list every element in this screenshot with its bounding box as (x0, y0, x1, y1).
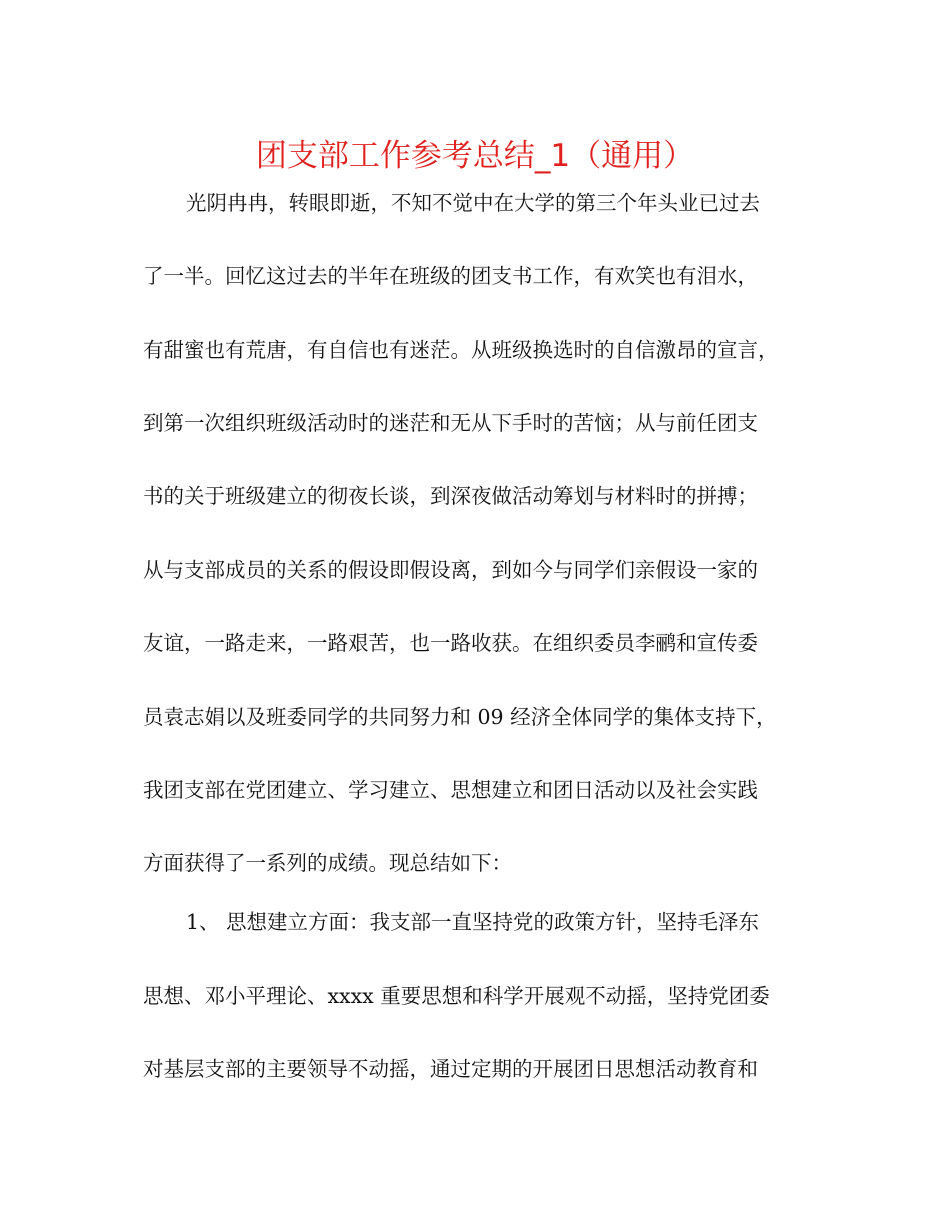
paragraph-line-9: 我团支部在党团建立、学习建立、思想建立和团日活动以及社会实践 (143, 778, 758, 802)
paragraph-line-7: 友谊，一路走来，一路艰苦，也一路收获。在组织委员李鹂和宣传委 (143, 631, 758, 655)
paragraph-line-1: 光阴冉冉，转眼即逝，不知不觉中在大学的第三个年头业已过去 (186, 191, 760, 215)
paragraph-line-10: 方面获得了一系列的成绩。现总结如下： (143, 851, 512, 875)
paragraph-line-11: 1、 思想建立方面：我支部一直坚持党的政策方针，坚持毛泽东 (186, 910, 760, 934)
paragraph-line-5: 书的关于班级建立的彻夜长谈，到深夜做活动筹划与材料时的拼搏； (143, 484, 758, 508)
paragraph-line-8: 员袁志娟以及班委同学的共同努力和 09 经济全体同学的集体支持下， (143, 705, 777, 729)
paragraph-line-12: 思想、邓小平理论、xxxx 重要思想和科学开展观不动摇，坚持党团委 (143, 984, 770, 1008)
paragraph-line-2: 了一半。回忆这过去的半年在班级的团支书工作，有欢笑也有泪水， (143, 264, 758, 288)
document-title: 团支部工作参考总结_1（通用） (255, 138, 695, 174)
paragraph-line-13: 对基层支部的主要领导不动摇，通过定期的开展团日思想活动教育和 (143, 1057, 758, 1081)
paragraph-line-4: 到第一次组织班级活动时的迷茫和无从下手时的苦恼；从与前任团支 (143, 411, 758, 435)
paragraph-line-6: 从与支部成员的关系的假设即假设离，到如今与同学们亲假设一家的 (143, 558, 758, 582)
paragraph-line-3: 有甜蜜也有荒唐，有自信也有迷茫。从班级换选时的自信激昂的宣言， (143, 338, 779, 362)
